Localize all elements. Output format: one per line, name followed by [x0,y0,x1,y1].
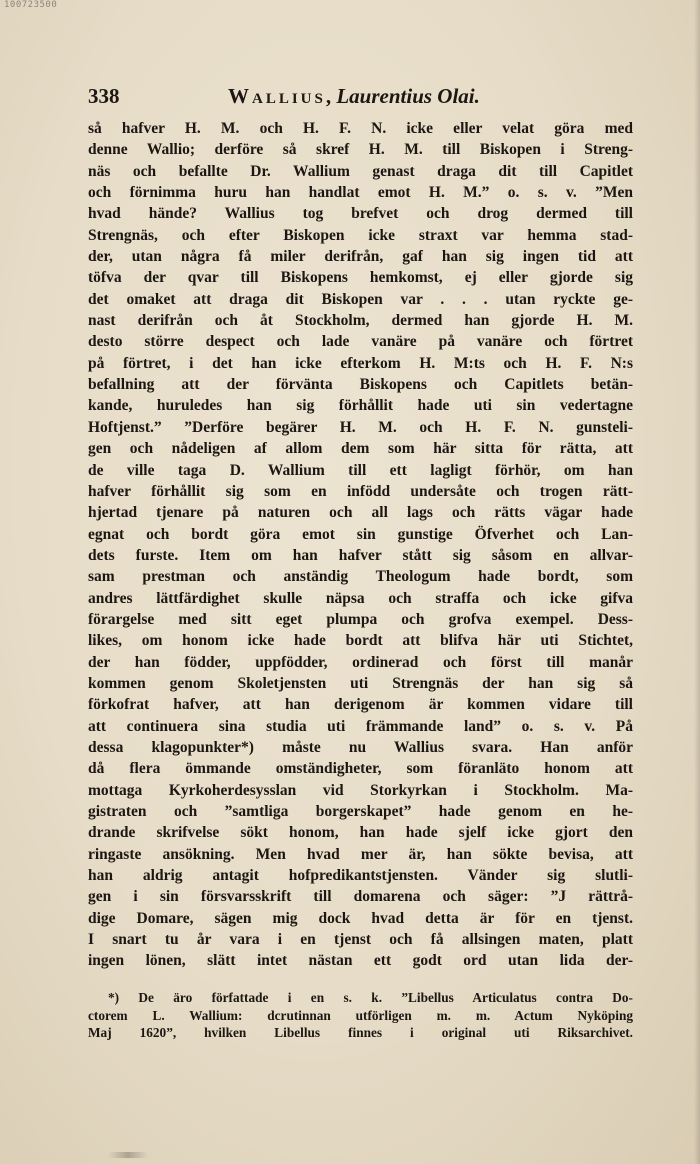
text-line: sam prestman och anständig Theologum hade bordt, som [88,568,633,586]
text-line: näs och befallte Dr. Wallium genast draga dit till Capitlet [88,162,633,180]
text-line: nast derifrån och åt Stockholm, dermed han gjorde H. M. [88,312,633,330]
text-line: hjertad tjenare på naturen och all lags och rätts vägar hade [88,504,633,522]
text-line: att continuera sina studia uti främmande land” o. s. v. På [88,717,633,735]
text-line: ringaste ansökning. Men hvad mer är, han sökte bevisa, att [88,845,633,863]
text-line: ingen lönen, slätt intet nästan ett godt ord utan lida der- [88,952,633,970]
text-line: desto större despect och lade vanäre på vanäre och förtret [88,333,633,351]
main-text [88,118,633,972]
text-line: denne Wallio; derföre så skref H. M. till Biskopen i Streng- [88,141,633,159]
text-line: kommen genom Skoletjensten uti Strengnäs der han sig så [88,674,633,692]
text-line: de ville taga D. Wallium till ett lagligt förhör, om han [88,461,633,479]
footnote-line: *) De äro författade i en s. k. ”Libellus Articulatus contra Do- [108,990,633,1005]
running-title-given-name: Laurentius Olai. [336,84,480,108]
running-title [228,84,480,109]
text-line: Strengnäs, och efter Biskopen icke straxt var hemma stad- [88,226,633,244]
text-line: hafver förhållit sig som en infödd undersåte och trogen rätt- [88,482,633,500]
text-line: likes, om honom icke hade bordt att blifva här uti Stichtet, [88,632,633,650]
page-edge-shadow [694,0,700,1164]
text-line: egnat och bordt göra emot sin gunstige Öfverhet och Lan- [88,525,633,543]
text-line: töfva der qvar till Biskopens hemkomst, ej eller gjorde sig [88,269,633,287]
scan-smudge [108,1152,148,1158]
text-line: mottaga Kyrkoherdesysslan vid Storkyrkan i Stockholm. Ma- [88,781,633,799]
text-line: gen i sin försvarsskrift till domarena och säger: ”J rättrå- [88,888,633,906]
text-line: hvad hände? Wallius tog brefvet och drog dermed till [88,205,633,223]
page-number: 338 [88,84,120,108]
text-line: han aldrig antagit hofpredikantstjensten. Vänder sig slutli- [88,867,633,885]
footnote-line: ctorem L. Wallium: dcrutinnan utförligen m. m. Actum Nyköping [88,1007,633,1023]
text-line: drande skrifvelse sökt honom, han hade sjelf icke gjort den [88,824,633,842]
running-head [88,84,633,112]
running-title-surname: Wallius [228,84,326,108]
text-line: I snart tu år vara i en tjenst och få allsingen maten, platt [88,931,633,949]
running-title-separator: , [325,84,337,108]
text-line: på förtret, i det han icke efterkom H. M:ts och H. F. N:s [88,354,633,372]
scan-identifier: 100723500 [4,0,58,10]
text-line: gen och nådeligen af allom dem som här sitta för rätta, att [88,440,633,458]
text-line: gistraten och ”samtliga borgerskapet” hade genom en he- [88,803,633,820]
text-line: dets furste. Item om han hafver stått sig såsom en allvar- [88,546,633,564]
text-line: andres lättfärdighet skulle näpsa och straffa och icke gifva [88,589,633,607]
footnote [88,989,633,1042]
text-line: det omaket att draga dit Biskopen var . . . utan ryckte ge- [88,290,633,308]
footnote-line: Maj 1620”, hvilken Libellus finnes i original uti Riksarchivet. [88,1025,633,1041]
text-line: kande, huruledes han sig förhållit hade uti sin vedertagne [88,397,633,415]
text-line: der, utan några få miler derifrån, gaf han sig ingen tid att [88,248,633,266]
text-line: förkofrat hafver, att han derigenom är kommen vidare till [88,696,633,714]
text-line: och förnimma huru han handlat emot H. M.” o. s. v. ”Men [88,184,633,202]
text-line: dessa klagopunkter*) måste nu Wallius svara. Han anför [88,738,633,756]
text-line: befallning att der förvänta Biskopens och Capitlets betän- [88,376,633,394]
text-line: så hafver H. M. och H. F. N. icke eller velat göra med [88,120,633,137]
text-line: Hoftjenst.” ”Derföre begärer H. M. och H. F. N. gunsteli- [88,418,633,436]
text-line: dige Domare, sägen mig dock hvad detta är för en tjenst. [88,909,633,927]
text-line: der han födder, uppfödder, ordinerad och först till manår [88,653,633,671]
text-line: då flera ömmande omständigheter, som föranläto honom att [88,760,633,778]
text-line: förargelse med sitt eget plumpa och grofva exempel. Dess- [88,610,633,628]
